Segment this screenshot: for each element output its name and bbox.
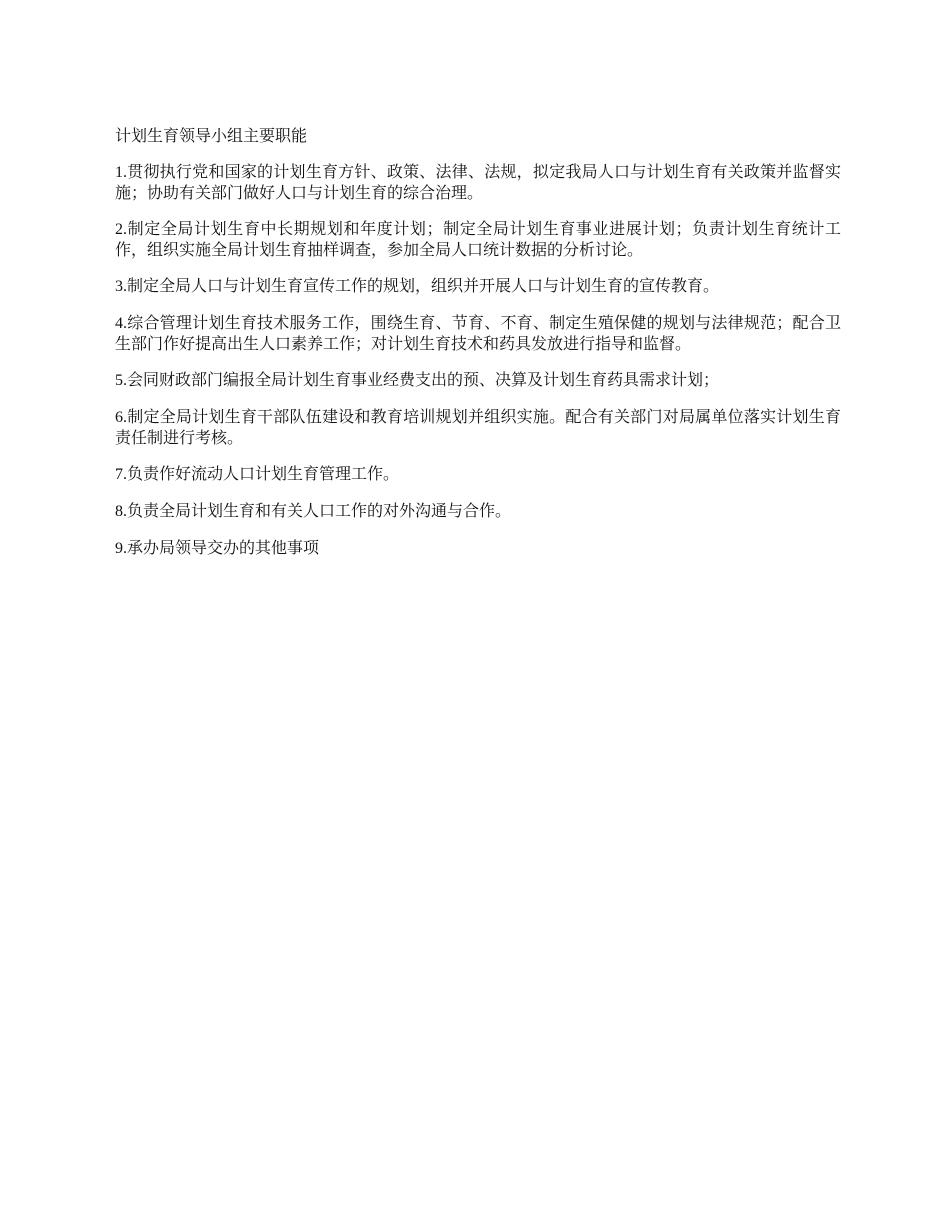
item-text: 制定全局计划生育中长期规划和年度计划；制定全局计划生育事业进展计划；负责计划生育统计工作，组织实施全局计划生育抽样调查，参加全局人口统计数据的分析讨论。 [115, 219, 841, 259]
item-text: 承办局领导交办的其他事项 [127, 538, 320, 557]
list-item [115, 162, 841, 203]
item-number: 3. [115, 278, 127, 295]
item-text: 制定全局计划生育干部队伍建设和教育培训规划并组织实施。配合有关部门对局属单位落实计划生育责任制进行考核。 [115, 407, 841, 447]
item-number: 6. [115, 409, 127, 426]
list-item [115, 501, 841, 522]
item-number: 4. [115, 315, 127, 332]
item-text: 贯彻执行党和国家的计划生育方针、政策、法律、法规，拟定我局人口与计划生育有关政策并监督实施；协助有关部门做好人口与计划生育的综合治理。 [115, 162, 841, 202]
item-number: 8. [115, 503, 127, 520]
item-text: 会同财政部门编报全局计划生育事业经费支出的预、决算及计划生育药具需求计划； [127, 370, 720, 389]
item-number: 7. [115, 466, 127, 483]
list-item [115, 219, 841, 260]
list-item [115, 276, 841, 297]
list-item [115, 538, 841, 559]
list-item [115, 370, 841, 391]
document-title: 计划生育领导小组主要职能 [115, 126, 308, 145]
list-item [115, 464, 841, 485]
list-item [115, 407, 841, 448]
item-text: 负责全局计划生育和有关人口工作的对外沟通与合作。 [127, 501, 512, 520]
item-text: 制定全局人口与计划生育宣传工作的规划，组织并开展人口与计划生育的宣传教育。 [127, 276, 720, 295]
item-number: 1. [115, 164, 127, 181]
item-number: 5. [115, 372, 127, 389]
list-item [115, 313, 841, 354]
item-text: 负责作好流动人口计划生育管理工作。 [127, 464, 400, 483]
item-text: 综合管理计划生育技术服务工作，围绕生育、节育、不育、制定生殖保健的规划与法律规范；配合卫生部门作好提高出生人口素养工作；对计划生育技术和药具发放进行指导和监督。 [115, 313, 841, 353]
item-number: 9. [115, 540, 127, 557]
item-number: 2. [115, 221, 127, 238]
document-body [115, 126, 841, 575]
